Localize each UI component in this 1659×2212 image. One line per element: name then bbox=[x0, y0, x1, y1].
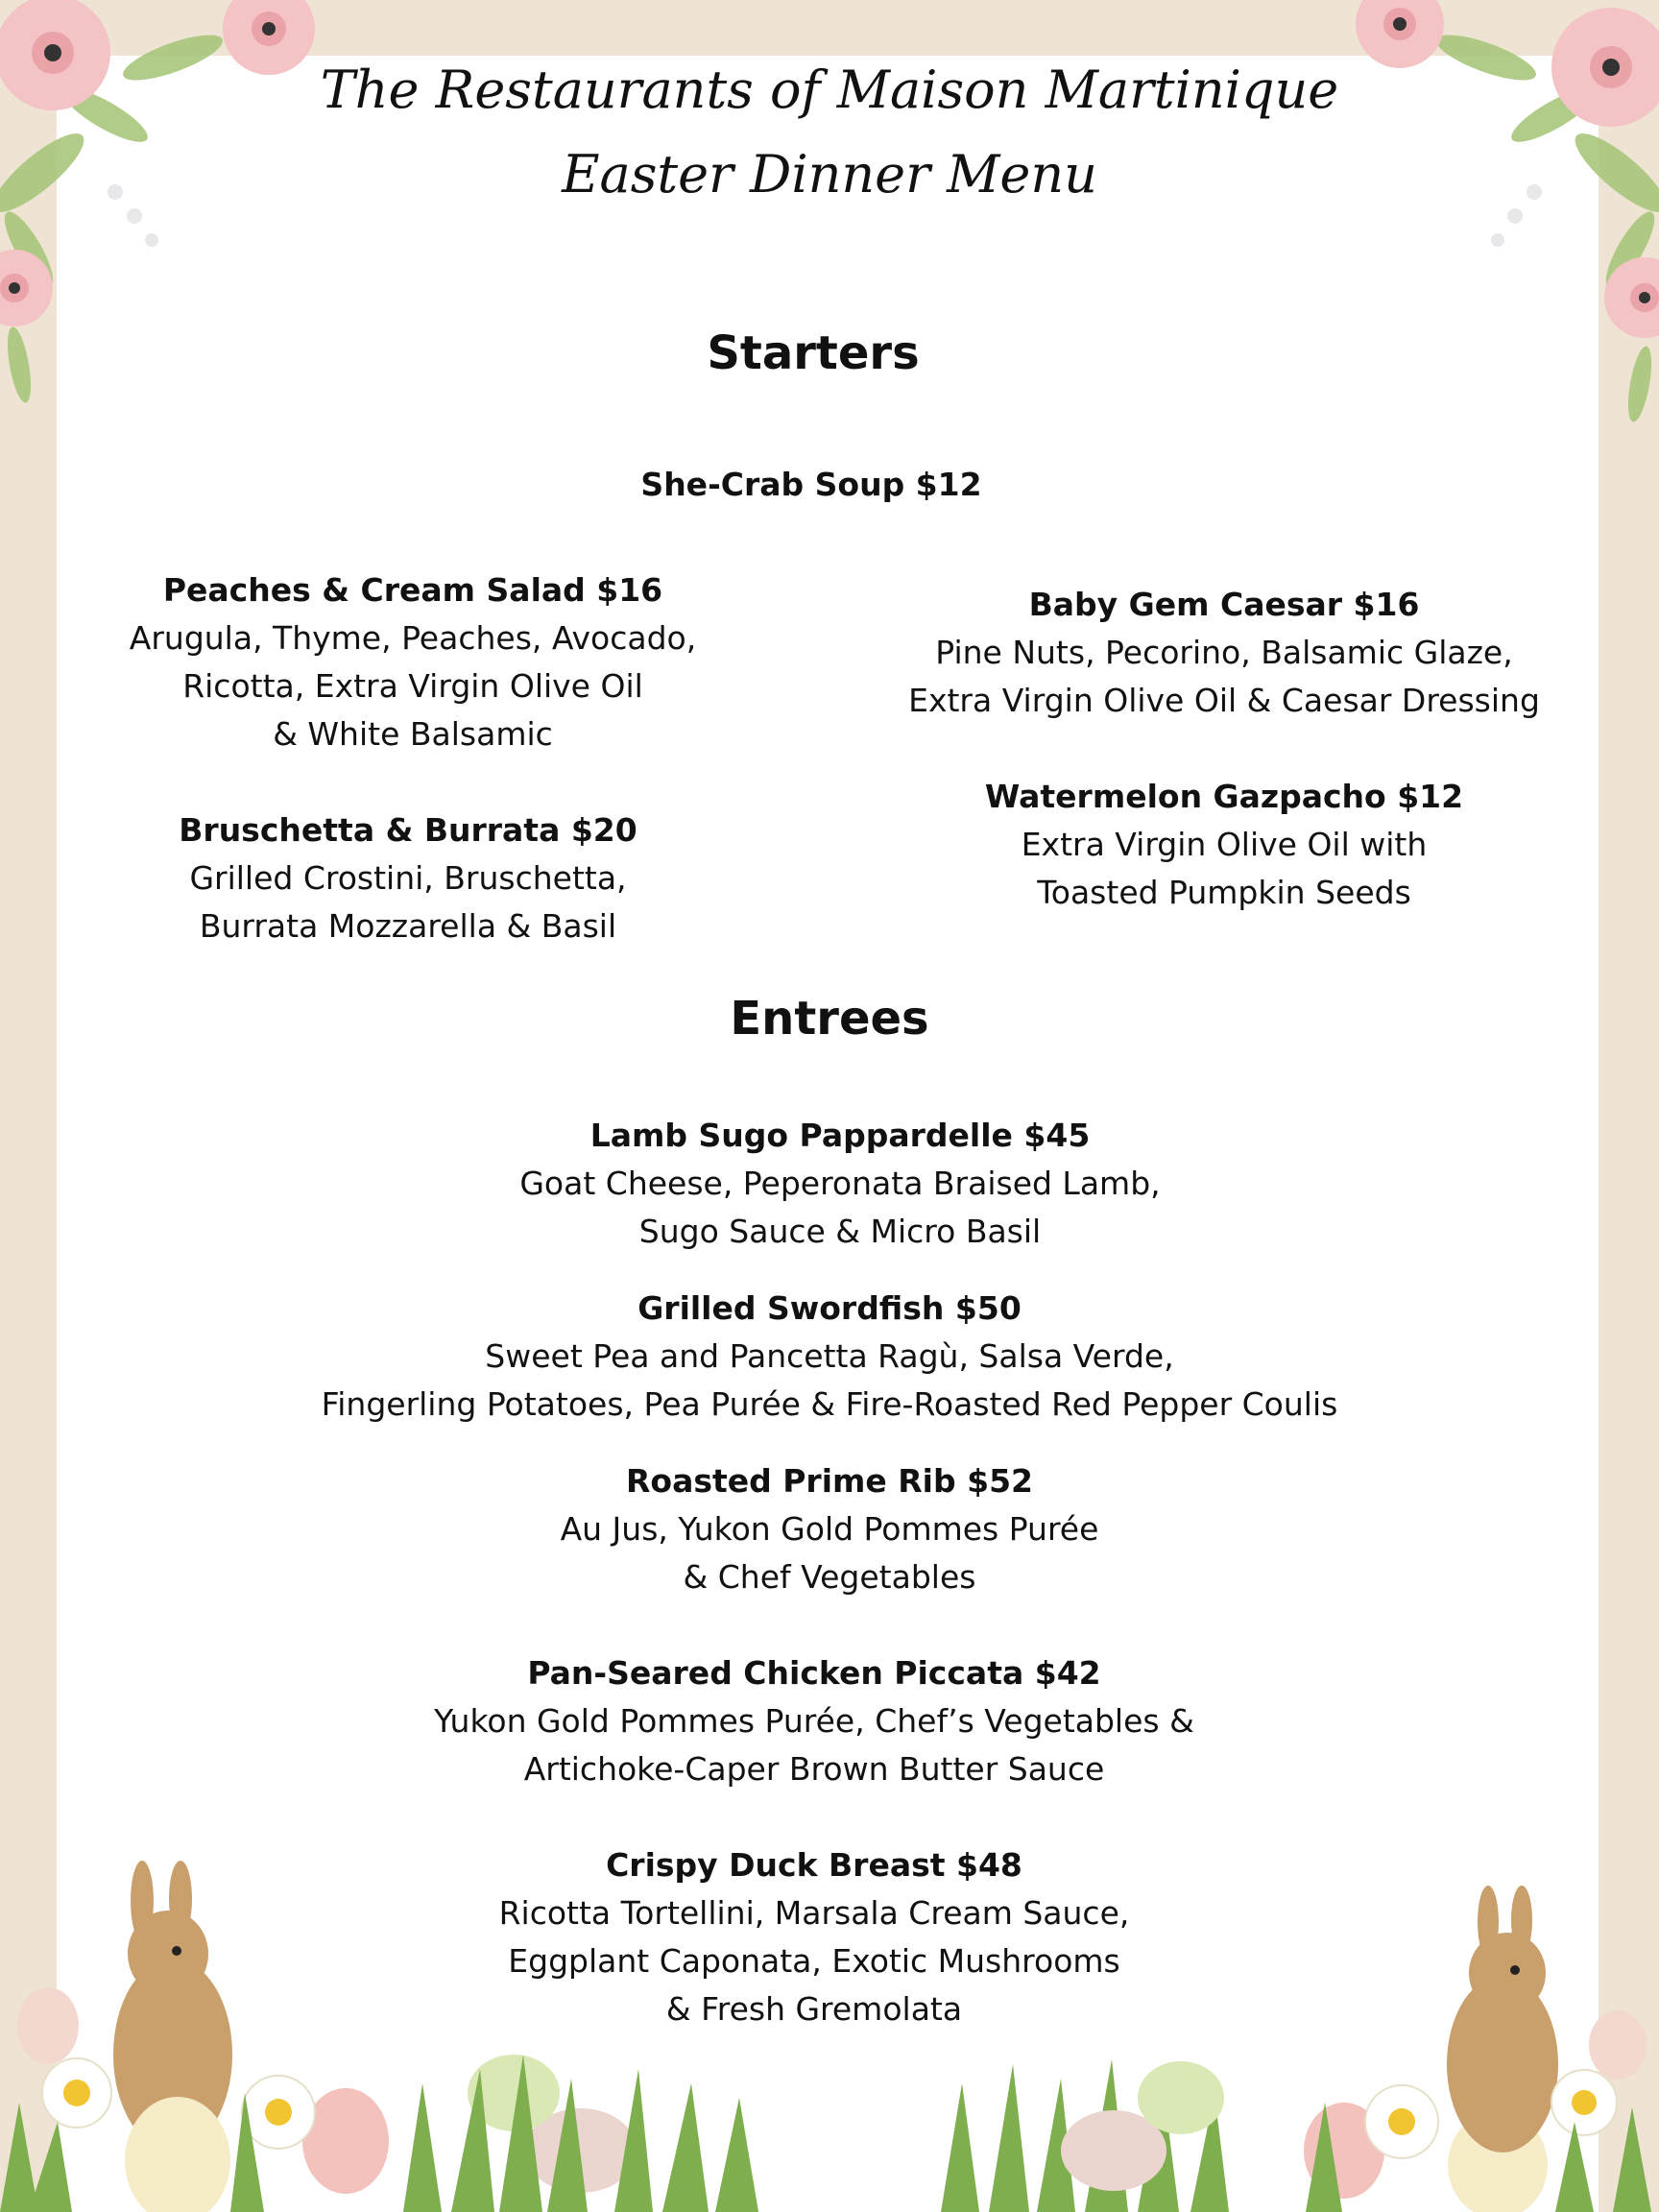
dish-description: Goat Cheese, Peperonata Braised Lamb, bbox=[519, 1165, 1161, 1202]
dish-name: Watermelon Gazpacho $12 bbox=[984, 778, 1464, 815]
dish-description: Au Jus, Yukon Gold Pommes Purée bbox=[560, 1510, 1099, 1548]
dish-description: Yukon Gold Pommes Purée, Chef’s Vegetables & bbox=[434, 1702, 1194, 1740]
dish-grilled-swordfish bbox=[0, 1285, 1659, 1429]
dish-description: & Fresh Gremolata bbox=[665, 1990, 963, 2028]
dish-description: Arugula, Thyme, Peaches, Avocado, bbox=[129, 619, 697, 657]
dish-name: Roasted Prime Rib $52 bbox=[625, 1462, 1033, 1500]
dish-name: Crispy Duck Breast $48 bbox=[606, 1846, 1022, 1884]
dish-description: Ricotta, Extra Virgin Olive Oil bbox=[182, 667, 643, 705]
dish-description: Eggplant Caponata, Exotic Mushrooms bbox=[508, 1942, 1120, 1980]
dish-description: Fingerling Potatoes, Pea Purée & Fire-Roasted Red Pepper Coulis bbox=[321, 1385, 1338, 1423]
dish-name: Pan-Seared Chicken Piccata $42 bbox=[527, 1654, 1101, 1692]
dish-description: Toasted Pumpkin Seeds bbox=[1037, 874, 1411, 911]
dish-watermelon-gazpacho bbox=[859, 773, 1589, 917]
dish-lamb-sugo-pappardelle bbox=[0, 1112, 1659, 1256]
dish-description: Ricotta Tortellini, Marsala Cream Sauce, bbox=[498, 1894, 1130, 1932]
dish-crispy-duck-breast bbox=[0, 1841, 1628, 2033]
menu-title bbox=[288, 48, 1371, 217]
dish-name: Lamb Sugo Pappardelle $45 bbox=[589, 1117, 1091, 1154]
dish-description: Sweet Pea and Pancetta Ragù, Salsa Verde, bbox=[485, 1337, 1174, 1375]
starters-heading: Starters bbox=[707, 326, 920, 380]
dish-description: Pine Nuts, Pecorino, Balsamic Glaze, bbox=[935, 634, 1513, 671]
dish-name: She-Crab Soup $12 bbox=[640, 466, 982, 503]
dish-name: Baby Gem Caesar $16 bbox=[1028, 586, 1420, 623]
dish-description: Extra Virgin Olive Oil with bbox=[1021, 826, 1428, 863]
dish-name: Peaches & Cream Salad $16 bbox=[162, 571, 663, 609]
dish-description: & Chef Vegetables bbox=[683, 1558, 976, 1596]
dish-bruschetta-burrata bbox=[72, 806, 744, 950]
title-line-2: Easter Dinner Menu bbox=[562, 144, 1097, 204]
dish-name: Grilled Swordfish $50 bbox=[637, 1289, 1022, 1327]
dish-baby-gem-caesar bbox=[859, 581, 1589, 725]
dish-description: & White Balsamic bbox=[273, 715, 553, 753]
entrees-heading: Entrees bbox=[730, 992, 929, 1046]
dish-she-crab-soup bbox=[0, 461, 1623, 509]
dish-description: Burrata Mozzarella & Basil bbox=[199, 907, 617, 945]
dish-roasted-prime-rib bbox=[0, 1457, 1659, 1601]
dish-chicken-piccata bbox=[0, 1649, 1628, 1793]
dish-description: Sugo Sauce & Micro Basil bbox=[638, 1213, 1042, 1250]
dish-peaches-cream-salad bbox=[77, 566, 749, 758]
dish-description: Extra Virgin Olive Oil & Caesar Dressing bbox=[908, 682, 1540, 719]
dish-description: Grilled Crostini, Bruschetta, bbox=[189, 859, 627, 897]
dish-name: Bruschetta & Burrata $20 bbox=[179, 811, 637, 849]
dish-description: Artichoke-Caper Brown Butter Sauce bbox=[523, 1750, 1105, 1788]
title-line-1: The Restaurants of Maison Martinique bbox=[320, 60, 1339, 120]
